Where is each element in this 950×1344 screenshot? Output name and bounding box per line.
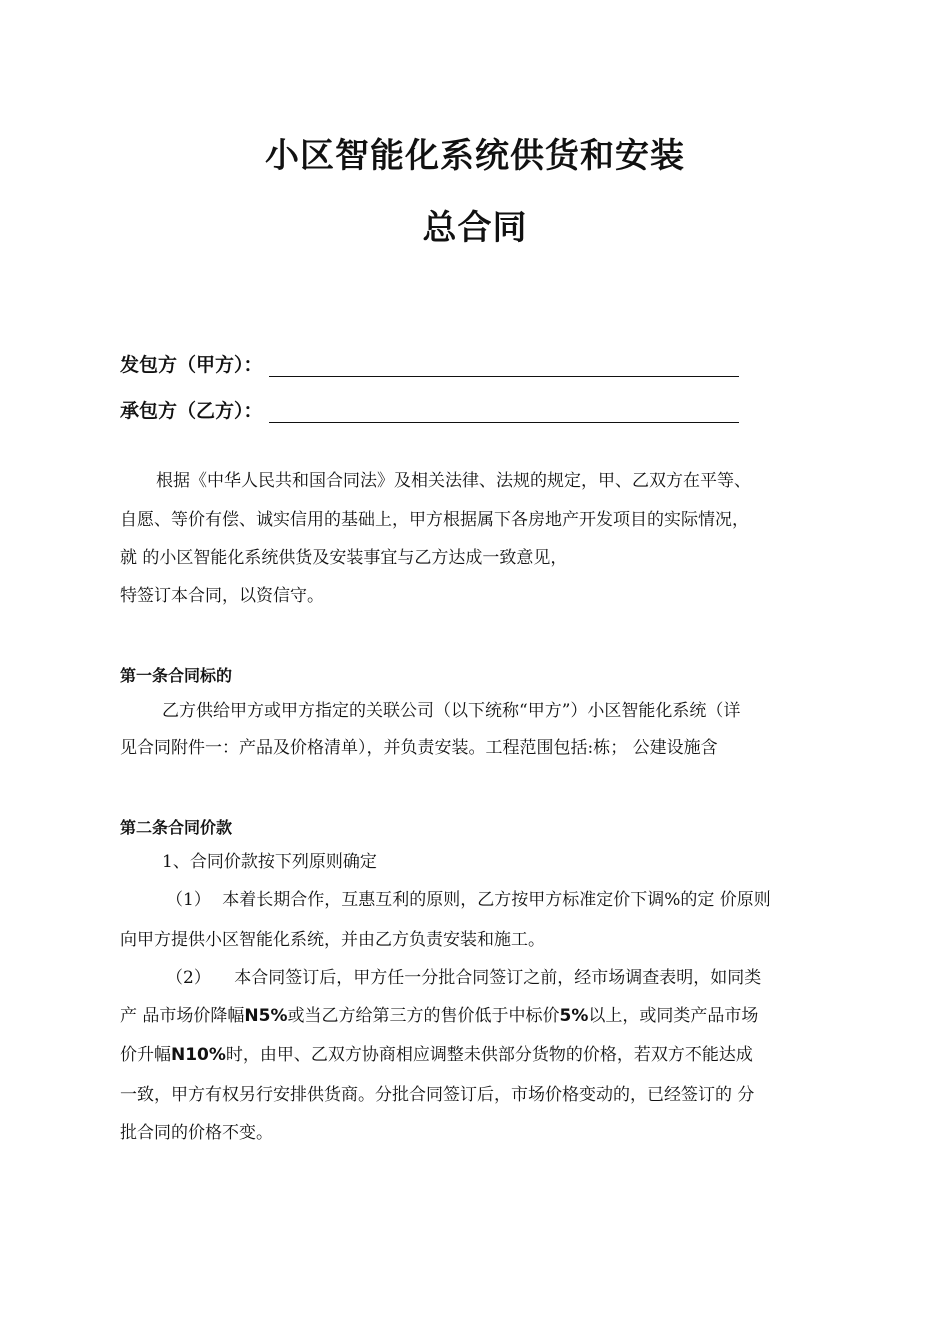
item-1-line xyxy=(166,890,771,910)
preamble-line: 特签订本合同，以资信守。 xyxy=(120,586,324,606)
article-1-line: 见合同附件一：产品及价格清单），并负责安装。工程范围包括:栋； 公建设施含 xyxy=(120,738,718,758)
party-a-row xyxy=(120,350,739,377)
party-a-blank xyxy=(269,358,739,377)
item-2-text: 或当乙方给第三方的售价低于中标价 xyxy=(287,1006,560,1026)
party-b-label: 承包方（乙方）： xyxy=(120,400,263,422)
document-title: 小区智能化系统供货和安装 xyxy=(265,136,685,176)
item-2-text: 本合同签订后，甲方任一分批合同签订之前，经市场调查表明，如同类 xyxy=(234,968,762,988)
item-2-value: N5% xyxy=(244,1006,288,1026)
party-a-label: 发包方（甲方）： xyxy=(120,354,263,376)
item-2-value: N10% xyxy=(171,1045,226,1065)
item-2-number: （2） xyxy=(166,968,211,988)
item-2-text: 时，由甲、乙双方协商相应调整未供部分货物的价格，若双方不能达成 xyxy=(225,1045,753,1065)
item-1-line: 向甲方提供小区智能化系统，并由乙方负责安装和施工。 xyxy=(120,930,545,950)
preamble-line: 根据《中华人民共和国合同法》及相关法律、法规的规定，甲、乙双方在平等、 xyxy=(156,471,751,491)
preamble-line: 自愿、等价有偿、诚实信用的基础上，甲方根据属下各房地产开发项目的实际情况， xyxy=(120,510,749,530)
item-2-line xyxy=(120,1006,758,1026)
item-2-text: 价升幅 xyxy=(120,1045,171,1065)
item-2-value: 5% xyxy=(559,1006,589,1026)
item-2-line xyxy=(166,968,761,988)
party-b-row xyxy=(120,396,739,423)
article-2-subheading: 1、合同价款按下列原则确定 xyxy=(162,852,377,872)
item-1-text: 本着长期合作，互惠互利的原则，乙方按甲方标准定价下调%的定 价原则 xyxy=(222,890,771,910)
item-2-text: 产 品市场价降幅 xyxy=(120,1006,245,1026)
article-2-heading: 第二条合同价款 xyxy=(120,818,233,837)
party-b-blank xyxy=(269,404,739,423)
item-2-line xyxy=(120,1045,753,1065)
article-1-line: 乙方供给甲方或甲方指定的关联公司（以下统称“甲方”）小区智能化系统（详 xyxy=(162,701,741,721)
item-2-line: 一致，甲方有权另行安排供货商。分批合同签订后，市场价格变动的，已经签订的 分 xyxy=(120,1085,755,1105)
item-2-line: 批合同的价格不变。 xyxy=(120,1123,273,1143)
item-2-text: 以上，或同类产品市场 xyxy=(588,1006,759,1026)
preamble-line: 就 的小区智能化系统供货及安装事宜与乙方达成一致意见， xyxy=(120,548,568,568)
document-subtitle: 总合同 xyxy=(422,208,528,248)
article-1-heading: 第一条合同标的 xyxy=(120,666,233,685)
item-1-number: （1） xyxy=(166,890,211,910)
